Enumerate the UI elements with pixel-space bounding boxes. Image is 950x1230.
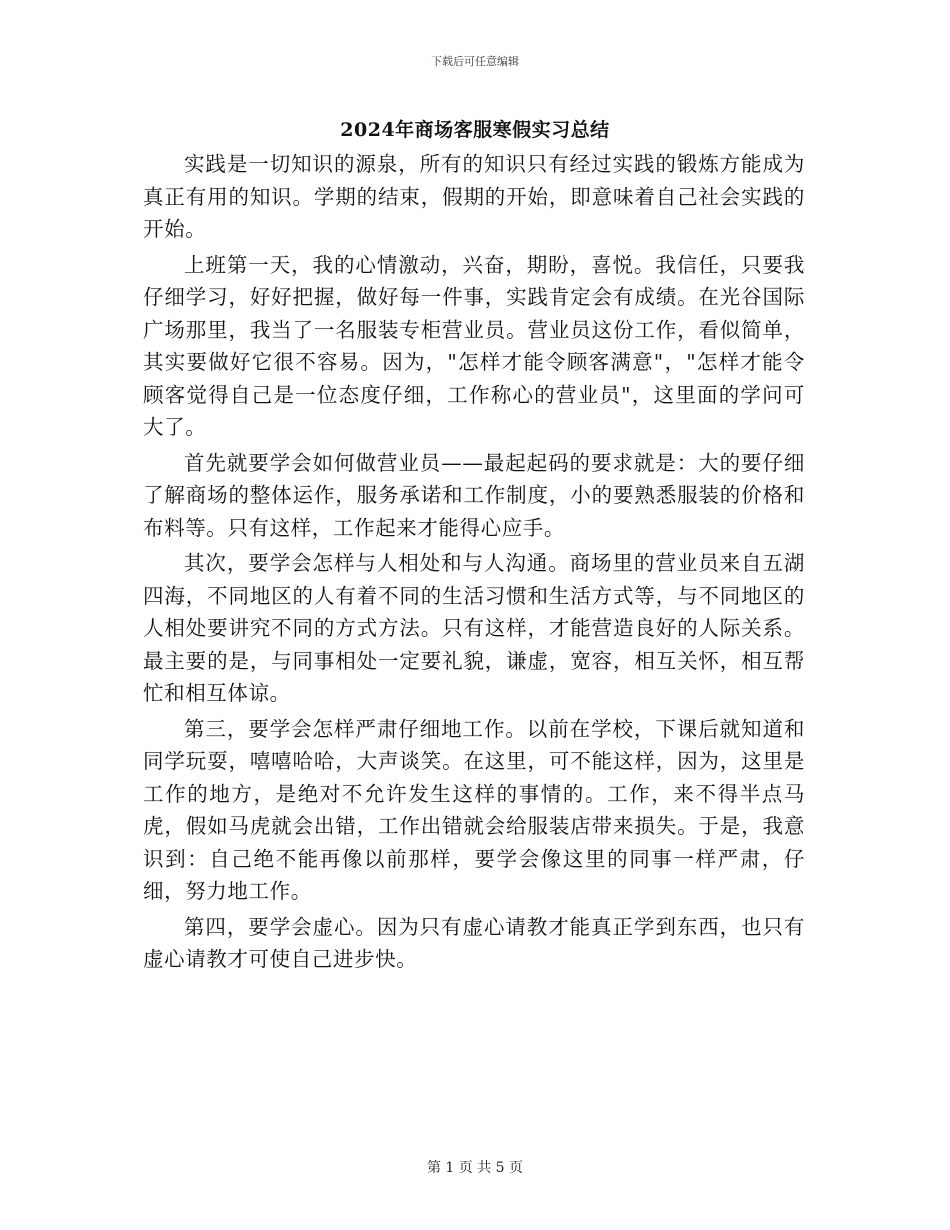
paragraph-3: 首先就要学会如何做营业员——最起起码的要求就是：大的要仔细了解商场的整体运作，服务承诺和工作制度，小的要熟悉服装的价格和布料等。只有这样，工作起来才能得心应手。 bbox=[143, 450, 805, 540]
header-note: 下载后可任意编辑 bbox=[431, 55, 519, 68]
paragraph-6: 第四，要学会虚心。因为只有虚心请教才能真正学到东西，也只有虚心请教才可使自己进步快。 bbox=[143, 914, 805, 971]
paragraph-2: 上班第一天，我的心情激动，兴奋，期盼，喜悦。我信任，只要我仔细学习，好好把握，做好每一件事，实践肯定会有成绩。在光谷国际广场那里，我当了一名服装专柜营业员。营业员这份工作，看似简单，其实要做好它很不容易。因为，"怎样才能令顾客满意"，"怎样才能令顾客觉得自己是一位态度仔细，工作称心的营业员"，这里面的学问可大了。 bbox=[143, 252, 805, 439]
paragraph-5: 第三，要学会怎样严肃仔细地工作。以前在学校，下课后就知道和同学玩耍，嘻嘻哈哈，大声谈笑。在这里，可不能这样，因为，这里是工作的地方，是绝对不允许发生这样的事情的。工作，来不得半点马虎，假如马虎就会出错，工作出错就会给服装店带来损失。于是，我意识到：自己绝不能再像以前那样，要学会像这里的同事一样严肃，仔细，努力地工作。 bbox=[143, 716, 805, 903]
page-number: 第 1 页 共 5 页 bbox=[426, 1160, 524, 1176]
document-title: 2024年商场客服寒假实习总结 bbox=[340, 119, 610, 141]
paragraph-4: 其次，要学会怎样与人相处和与人沟通。商场里的营业员来自五湖四海，不同地区的人有着不同的生活习惯和生活方式等，与不同地区的人相处要讲究不同的方式方法。只有这样，才能营造良好的人际关系。最主要的是，与同事相处一定要礼貌，谦虚，宽容，相互关怀，相互帮忙和相互体谅。 bbox=[143, 551, 805, 705]
paragraph-1: 实践是一切知识的源泉，所有的知识只有经过实践的锻炼方能成为真正有用的知识。学期的结束，假期的开始，即意味着自己社会实践的开始。 bbox=[143, 152, 805, 241]
document-body bbox=[143, 148, 805, 976]
